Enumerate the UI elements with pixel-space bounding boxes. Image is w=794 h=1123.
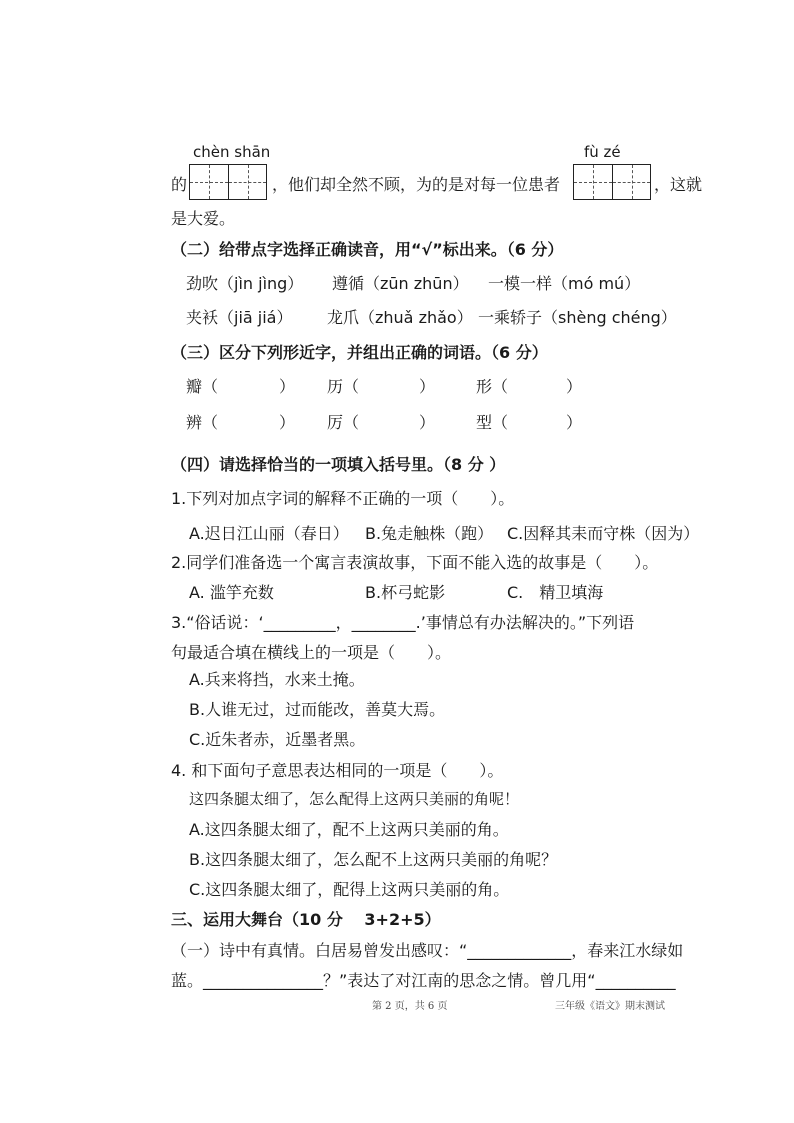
intro-suffix: ，这就 [654,175,703,194]
char-item: 历（ [327,377,360,396]
q4-option-b: B.这四条腿太细了，怎么配不上这两只美丽的角呢？ [189,850,558,869]
bracket-close: ） [419,377,436,396]
q1-option-c: C.因释其耒而守株（因为） [507,524,700,543]
grid-cell [228,165,266,199]
q1-option-a: A.迟日江山丽（春日） [189,524,349,543]
q3-option-a: A.兵来将挡，水来土掩。 [189,670,365,689]
q4-sentence: 这四条腿太细了，怎么配得上这两只美丽的角呢！ [189,790,520,808]
bracket-close: ） [279,377,296,396]
writing-grid-fuze[interactable] [573,164,651,200]
question-3-line1: 3.“俗话说：‘_________，________.’事情总有办法解决的。”下列语 [171,613,635,632]
q3-option-b: B.人谁无过，过而能改，善莫大焉。 [189,700,446,719]
question-4: 4. 和下面句子意思表达相同的一项是（ ）。 [171,761,504,780]
pinyin-item: 龙爪（zhuǎ zhǎo） [327,308,473,327]
pinyin-item: 劲吹（jìn jìng） [186,274,304,293]
intro-line2: 是大爱。 [171,209,236,228]
char-item: 辨（ [186,413,219,432]
section2-heading: （二）给带点字选择正确读音，用“√”标出来。（6 分） [171,240,564,259]
pinyin-item: 一模一样（mó mú） [488,274,641,293]
question-3-line2: 句最适合填在横线上的一项是（ ）。 [171,643,452,662]
q2-option-c: C. 精卫填海 [507,583,604,602]
grid-cell [612,165,650,199]
question-1: 1.下列对加点字词的解释不正确的一项（ ）。 [171,489,515,508]
char-item: 厉（ [327,413,360,432]
char-item: 型（ [476,413,509,432]
q2-option-b: B.杯弓蛇影 [365,583,446,602]
pinyin-item: 夹袄（jiā jiá） [186,308,293,327]
exam-title: 三年级《语文》期末测试 [555,1001,665,1012]
page-number: 第 2 页，共 6 页 [372,1001,448,1012]
q3-option-c: C.近朱者赤，近墨者黑。 [189,730,366,749]
part3-line1: （一）诗中有真情。白居易曾发出感叹：“_____________，春来江水绿如 [171,941,684,960]
q4-option-a: A.这四条腿太细了，配不上这两只美丽的角。 [189,820,509,839]
bracket-close: ） [566,413,583,432]
char-item: 形（ [476,377,509,396]
pinyin-fuze: fù zé [584,143,621,161]
section4-heading: （四）请选择恰当的一项填入括号里。（8 分 ） [171,455,506,474]
grid-cell [574,165,612,199]
part3-line2: 蓝。_______________？”表达了对江南的思念之情。曾几用“__________ [171,971,676,990]
pinyin-item: 一乘轿子（shèng chéng） [478,308,677,327]
question-2: 2.同学们准备选一个寓言表演故事，下面不能入选的故事是（ ）。 [171,553,659,572]
writing-grid-chenshan[interactable] [189,164,267,200]
pinyin-item: 遵循（zūn zhūn） [332,274,469,293]
bracket-close: ） [419,413,436,432]
pinyin-chenshan: chèn shān [193,143,271,161]
grid-cell [190,165,228,199]
intro-middle-text: ，他们却全然不顾，为的是对每一位患者 [272,175,561,194]
bracket-close: ） [566,377,583,396]
intro-prefix: 的 [171,175,188,194]
part3-heading: 三、运用大舞台（10 分 3+2+5） [171,910,441,929]
bracket-close: ） [279,413,296,432]
q4-option-c: C.这四条腿太细了，配得上这两只美丽的角。 [189,880,510,899]
q2-option-a: A. 滥竽充数 [189,583,274,602]
q1-option-b: B.兔走触株（跑） [365,524,494,543]
section3-heading: （三）区分下列形近字，并组出正确的词语。（6 分） [171,343,548,362]
char-item: 瓣（ [186,377,219,396]
